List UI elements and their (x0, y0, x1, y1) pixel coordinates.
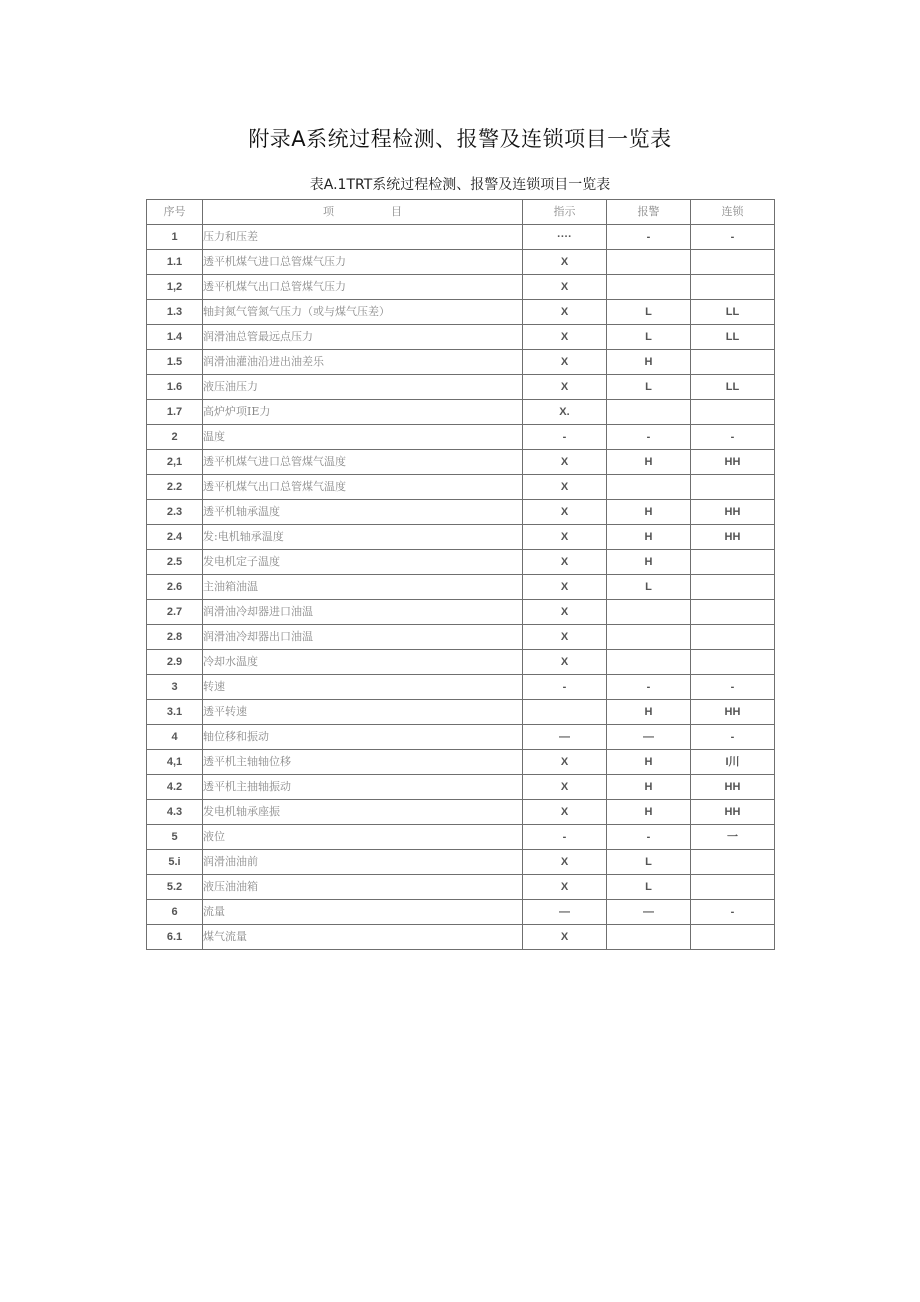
row-interlock: HH (691, 700, 775, 725)
row-interlock (691, 600, 775, 625)
row-number: 1.1 (147, 250, 203, 275)
document-title: 附录A系统过程检测、报警及连锁项目一览表 (248, 127, 672, 151)
row-item: 发:电机轴承温度 (203, 525, 523, 550)
row-alarm: - (607, 425, 691, 450)
row-item: 液压油油箱 (203, 875, 523, 900)
row-number: 2.4 (147, 525, 203, 550)
table-row (147, 525, 775, 550)
row-indicate: X (523, 350, 607, 375)
row-number: 3 (147, 675, 203, 700)
row-number: 4,1 (147, 750, 203, 775)
row-alarm: L (607, 850, 691, 875)
row-item: 发电机轴承座振 (203, 800, 523, 825)
row-indicate: ···· (523, 225, 607, 250)
row-indicate: - (523, 825, 607, 850)
table-row (147, 600, 775, 625)
row-indicate: X (523, 600, 607, 625)
header-no: 序号 (147, 200, 203, 225)
row-alarm (607, 625, 691, 650)
row-interlock: HH (691, 450, 775, 475)
row-number: 4.3 (147, 800, 203, 825)
row-item: 转速 (203, 675, 523, 700)
row-number: 1.4 (147, 325, 203, 350)
row-interlock (691, 350, 775, 375)
row-indicate: - (523, 425, 607, 450)
row-alarm: L (607, 325, 691, 350)
row-indicate: — (523, 725, 607, 750)
row-indicate: X (523, 300, 607, 325)
row-item: 发电机定子温度 (203, 550, 523, 575)
row-item: 高炉炉项IE力 (203, 400, 523, 425)
row-indicate: — (523, 900, 607, 925)
row-alarm (607, 275, 691, 300)
table-row (147, 650, 775, 675)
table-row (147, 400, 775, 425)
row-number: 4.2 (147, 775, 203, 800)
row-item: 透平机煤气出口总管煤气压力 (203, 275, 523, 300)
row-number: 2.7 (147, 600, 203, 625)
row-interlock (691, 400, 775, 425)
row-indicate: X (523, 550, 607, 575)
row-interlock: - (691, 425, 775, 450)
header-item-left: 项 (323, 205, 334, 218)
row-number: 2.8 (147, 625, 203, 650)
table-row (147, 800, 775, 825)
row-indicate: X (523, 625, 607, 650)
row-item: 煤气流量 (203, 925, 523, 950)
row-indicate: X (523, 800, 607, 825)
row-item: 透平机轴承温度 (203, 500, 523, 525)
row-item: 润滑油油前 (203, 850, 523, 875)
table-row (147, 500, 775, 525)
row-indicate: X (523, 475, 607, 500)
row-interlock: LL (691, 300, 775, 325)
row-alarm: H (607, 500, 691, 525)
row-indicate: - (523, 675, 607, 700)
row-alarm: H (607, 750, 691, 775)
table-row (147, 575, 775, 600)
table-body (147, 225, 775, 950)
row-alarm (607, 650, 691, 675)
row-indicate: X (523, 325, 607, 350)
row-interlock: - (691, 725, 775, 750)
header-alarm: 报警 (607, 200, 691, 225)
table-row (147, 375, 775, 400)
row-indicate: X (523, 250, 607, 275)
row-alarm (607, 475, 691, 500)
header-item-right: 目 (391, 205, 402, 218)
row-number: 6.1 (147, 925, 203, 950)
row-item: 液压油压力 (203, 375, 523, 400)
row-number: 2,1 (147, 450, 203, 475)
row-alarm: H (607, 700, 691, 725)
row-number: 1.6 (147, 375, 203, 400)
row-alarm: - (607, 675, 691, 700)
header-item (203, 200, 523, 225)
row-interlock (691, 275, 775, 300)
row-alarm: H (607, 550, 691, 575)
table-row (147, 675, 775, 700)
row-number: 1.5 (147, 350, 203, 375)
row-interlock: HH (691, 525, 775, 550)
row-indicate: X (523, 775, 607, 800)
table-row (147, 850, 775, 875)
table-row (147, 825, 775, 850)
row-item: 透平机主抽轴振动 (203, 775, 523, 800)
row-item: 液位 (203, 825, 523, 850)
table-row (147, 275, 775, 300)
table-row (147, 750, 775, 775)
row-interlock: 一 (691, 825, 775, 850)
row-item: 润滑油总管最远点压力 (203, 325, 523, 350)
row-number: 1.7 (147, 400, 203, 425)
row-indicate: X. (523, 400, 607, 425)
row-indicate: X (523, 450, 607, 475)
row-item: 轴封氮气管氮气压力（或与煤气压差） (203, 300, 523, 325)
row-indicate: X (523, 375, 607, 400)
row-indicate (523, 700, 607, 725)
row-alarm (607, 400, 691, 425)
table-row (147, 925, 775, 950)
row-interlock (691, 925, 775, 950)
row-number: 5.2 (147, 875, 203, 900)
row-interlock: HH (691, 500, 775, 525)
row-number: 5 (147, 825, 203, 850)
table-row (147, 775, 775, 800)
row-alarm: — (607, 725, 691, 750)
row-interlock: - (691, 225, 775, 250)
row-item: 透平转速 (203, 700, 523, 725)
row-item: 主油箱油温 (203, 575, 523, 600)
row-item: 透平机主轴轴位移 (203, 750, 523, 775)
row-indicate: X (523, 750, 607, 775)
row-interlock (691, 625, 775, 650)
row-alarm: H (607, 775, 691, 800)
row-number: 1.3 (147, 300, 203, 325)
row-number: 2.5 (147, 550, 203, 575)
monitoring-table (146, 199, 775, 950)
row-number: 2.2 (147, 475, 203, 500)
row-item: 透平机煤气进口总管煤气压力 (203, 250, 523, 275)
table-row (147, 725, 775, 750)
table-row (147, 450, 775, 475)
row-number: 2.3 (147, 500, 203, 525)
table-caption: 表A.1TRT系统过程检测、报警及连锁项目一览表 (309, 177, 611, 193)
table-row (147, 250, 775, 275)
row-indicate: X (523, 650, 607, 675)
table-row (147, 875, 775, 900)
row-interlock: I川 (691, 750, 775, 775)
row-alarm: H (607, 525, 691, 550)
header-interlock: 连锁 (691, 200, 775, 225)
row-alarm: H (607, 350, 691, 375)
row-interlock: HH (691, 800, 775, 825)
table-row (147, 350, 775, 375)
row-interlock: - (691, 900, 775, 925)
row-number: 2.6 (147, 575, 203, 600)
row-indicate: X (523, 875, 607, 900)
row-number: 6 (147, 900, 203, 925)
row-alarm: H (607, 450, 691, 475)
row-interlock: LL (691, 375, 775, 400)
row-item: 润滑油冷却器出口油温 (203, 625, 523, 650)
table-row (147, 475, 775, 500)
row-interlock: - (691, 675, 775, 700)
row-item: 流量 (203, 900, 523, 925)
row-item: 润滑油灌油沿进出油差乐 (203, 350, 523, 375)
row-interlock: HH (691, 775, 775, 800)
row-alarm (607, 600, 691, 625)
table-row (147, 325, 775, 350)
row-alarm (607, 250, 691, 275)
table-row (147, 225, 775, 250)
row-indicate: X (523, 850, 607, 875)
row-indicate: X (523, 575, 607, 600)
header-indicate: 指示 (523, 200, 607, 225)
row-interlock (691, 250, 775, 275)
row-item: 透平机煤气进口总管煤气温度 (203, 450, 523, 475)
table-row (147, 900, 775, 925)
table-row (147, 300, 775, 325)
row-alarm (607, 925, 691, 950)
row-alarm: L (607, 875, 691, 900)
row-number: 3.1 (147, 700, 203, 725)
row-number: 5.i (147, 850, 203, 875)
row-interlock (691, 850, 775, 875)
row-alarm: - (607, 825, 691, 850)
row-item: 润滑油冷却器进口油温 (203, 600, 523, 625)
row-interlock (691, 875, 775, 900)
row-interlock (691, 550, 775, 575)
row-item: 透平机煤气出口总管煤气温度 (203, 475, 523, 500)
row-interlock: LL (691, 325, 775, 350)
table-row (147, 550, 775, 575)
row-number: 1,2 (147, 275, 203, 300)
table-header-row (147, 200, 775, 225)
row-indicate: X (523, 925, 607, 950)
table-row (147, 425, 775, 450)
row-indicate: X (523, 275, 607, 300)
table-row (147, 700, 775, 725)
row-indicate: X (523, 500, 607, 525)
row-alarm: - (607, 225, 691, 250)
row-item: 温度 (203, 425, 523, 450)
row-item: 轴位移和振动 (203, 725, 523, 750)
table-row (147, 625, 775, 650)
row-item: 冷却水温度 (203, 650, 523, 675)
row-interlock (691, 650, 775, 675)
row-alarm: L (607, 575, 691, 600)
row-alarm: L (607, 375, 691, 400)
row-alarm: H (607, 800, 691, 825)
row-interlock (691, 475, 775, 500)
row-number: 4 (147, 725, 203, 750)
row-item: 压力和压差 (203, 225, 523, 250)
row-indicate: X (523, 525, 607, 550)
row-alarm: L (607, 300, 691, 325)
row-alarm: — (607, 900, 691, 925)
row-number: 2 (147, 425, 203, 450)
row-number: 1 (147, 225, 203, 250)
row-interlock (691, 575, 775, 600)
row-number: 2.9 (147, 650, 203, 675)
